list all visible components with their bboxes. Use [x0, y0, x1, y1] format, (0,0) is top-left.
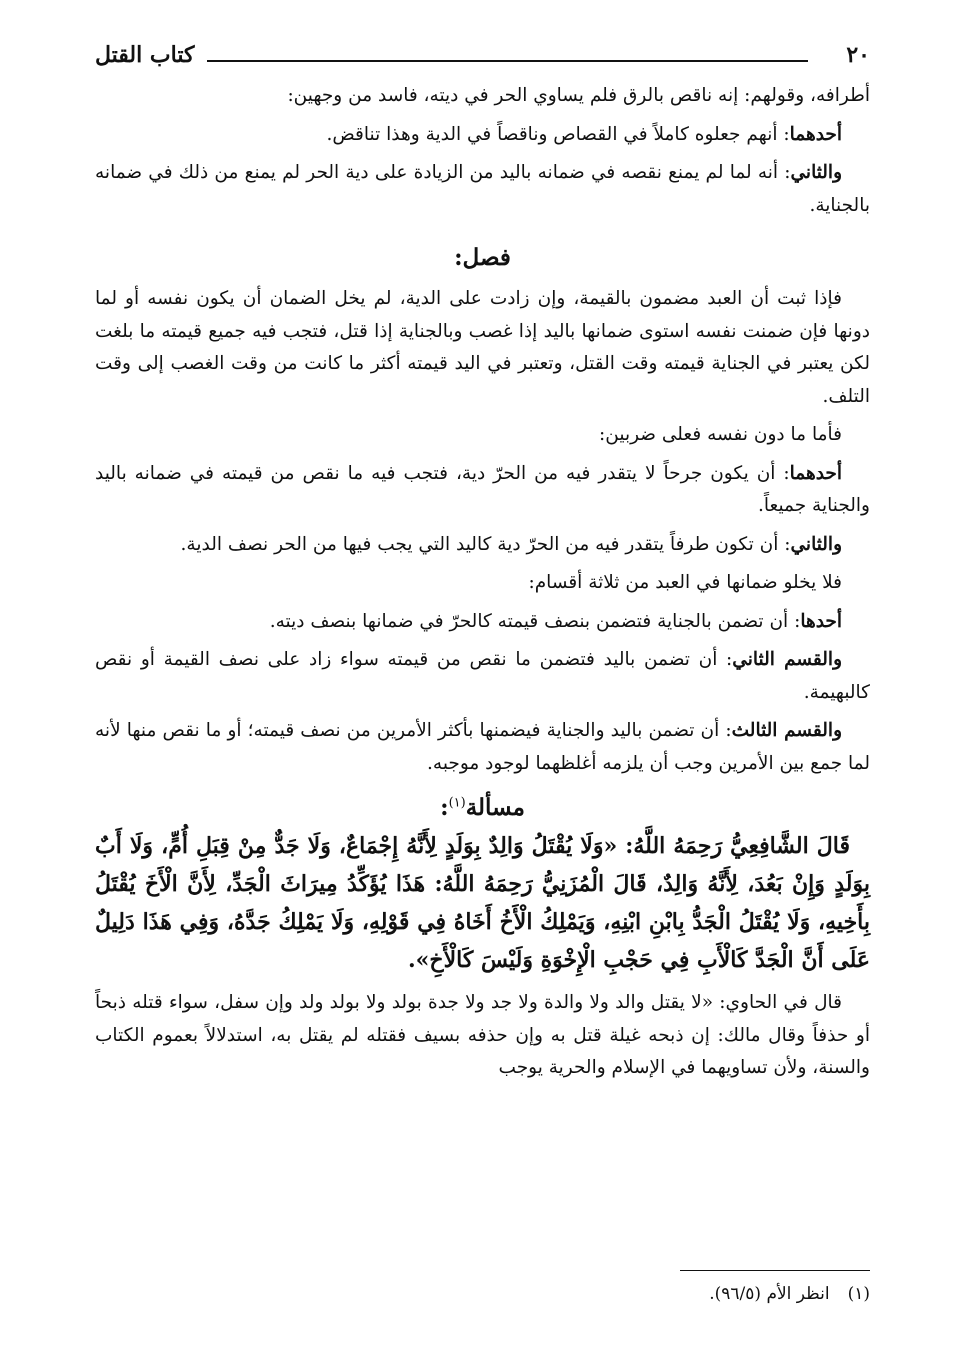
paragraph — [95, 119, 870, 152]
paragraph — [95, 80, 870, 113]
paragraph-text: فأما ما دون نفسه فعلى ضربين: — [599, 424, 842, 445]
paragraph-text: : أن تكون طرفاً يتقدر فيه من الحرّ دية كاليد التي يجب فيها من الحر نصف الدية. — [180, 533, 791, 555]
page-number: ٢٠ — [846, 42, 870, 68]
paragraph-lead: أحدهما — [789, 123, 842, 145]
masala-colon: : — [440, 794, 449, 821]
footnote-rule — [680, 1270, 870, 1271]
page-header — [95, 40, 870, 80]
paragraph — [95, 458, 870, 523]
paragraph-lead: أحدها — [800, 610, 842, 632]
paragraph-text: فلا يخلو ضمانها في العبد من ثلاثة أقسام: — [528, 572, 842, 593]
book-title: كتاب القتل — [95, 42, 195, 68]
paragraph-text: أطرافه، وقولهم: إنه ناقص بالرق فلم يساوي الحر في ديته، فاسد من وجهين: — [287, 85, 870, 106]
paragraph-text: : أن تضمن باليد فتضمن ما نقص من قيمته سواء زاد على نصف القيمة أو نقص كالبهيمة. — [95, 649, 870, 703]
masala-title: مسألة — [465, 794, 525, 821]
paragraph-lead: والثاني — [790, 162, 842, 183]
paragraph — [95, 529, 870, 562]
paragraph — [95, 567, 870, 600]
quoted-text: قَالَ الشَّافِعِيُّ رَحِمَهُ اللَّهُ: «وَلَا يُقْتَلُ وَالِدٌ بِوَلَدٍ لِأَنَّهُ إِجْمَاعٌ، وَلَا جَدٌّ مِنْ قِبَلِ أُمٍّ، وَلَا أَبٌ بِوَلَدٍ وَإِنْ بَعُدَ، لِأَنَّهُ وَالِدٌ، قَالَ الْمُزَنِيُّ رَحِمَهُ اللَّهُ: هَذَا يُؤَكِّدُ مِيرَاثَ الْجَدِّ، لِأَنَّ الْأَخَ يُقْتَلُ بِأَخِيهِ، وَلَا يُقْتَلُ الْجَدُّ بِابْنِ ابْنِهِ، وَيَمْلِكُ الْأَخُ أَخَاهُ فِي قَوْلِهِ، وَلَا يَمْلِكُ جَدَّهُ، وَفِي هَذَا دَلِيلٌ عَلَى أَنَّ الْجَدَّ كَالْأَبِ فِي حَجْبِ الْإِخْوَةِ وَلَيْسَ كَالْأَخِ». — [95, 833, 870, 973]
paragraph-lead: أحدهما — [789, 462, 842, 484]
footnote-number: (١) — [847, 1284, 870, 1304]
paragraph-lead: والقسم الثالث — [731, 720, 843, 741]
footnote — [691, 1284, 870, 1304]
paragraph — [95, 644, 870, 709]
footnote-ref: (١) — [448, 795, 466, 811]
footnote-text: انظر الأم (٩٦/٥). — [709, 1284, 830, 1304]
paragraph — [95, 283, 870, 413]
paragraph-text: فإذا ثبت أن العبد مضمون بالقيمة، وإن زادت على الدية، لم يخل الضمان أن يكون نفسه أو لما دونها فإن ضمنت نفسه استوى ضمانها باليد إذا غصب وبالجناية إذا قتل، فتجب فيه جميع قيمته ما بلغت لكن يعتبر في الجناية قيمته وقت القتل، وتعتبر في اليد قيمته أكثر ما كانت من وقت الغصب إلى وقت التلف. — [95, 288, 870, 407]
paragraph — [95, 419, 870, 452]
paragraph-text: : أن تضمن بالجناية فتضمن بنصف قيمته كالحرّ في ضمانها بنصف ديته. — [269, 610, 801, 632]
paragraph — [95, 715, 870, 780]
paragraph-lead: والقسم الثاني — [732, 649, 842, 670]
paragraph — [95, 157, 870, 222]
paragraph — [95, 606, 870, 639]
masala-heading — [95, 794, 870, 821]
section-heading: فصل: — [454, 244, 511, 271]
paragraph-text: : أنه لما لم يمنع نقصه في ضمانه باليد من الزيادة على دية الحر لم يمنع من ذلك في ضمانه بالجناية. — [95, 162, 870, 216]
document-page — [95, 40, 870, 1091]
paragraph: قال في الحاوي: «لا يقتل والد ولا والدة ولا جد ولا جدة بولد ولا بولد ولد وإن سفل، سواء قتله ذبحاً أو حذفاً وقال مالك: إن ذبحه غيلة قتل به وإن حذفه بسيف فقتله لم يقتل به، استدلالاً بعموم الكتاب والسنة، ولأن تساويهما في الإسلام والحرية يوجب — [95, 992, 870, 1078]
paragraph-lead: والثاني — [790, 533, 842, 555]
paragraph-text: : أنهم جعلوه كاملاً في القصاص وناقصاً في الدية وهذا تناقض. — [326, 123, 790, 145]
header-rule — [207, 60, 808, 62]
paragraph-text: : أن يكون جرحاً لا يتقدر فيه من الحرّ دية، فتجب فيه ما نقص من قيمته في ضمانه باليد والجناية جميعاً. — [95, 462, 870, 516]
paragraph-text: : أن تضمن باليد والجناية فيضمنها بأكثر الأمرين من نصف قيمته؛ أو ما نقص منها لأنه لما جمع بين الأمرين وجب أن يلزمه أغلظهما لوجود موجبه. — [95, 720, 870, 774]
